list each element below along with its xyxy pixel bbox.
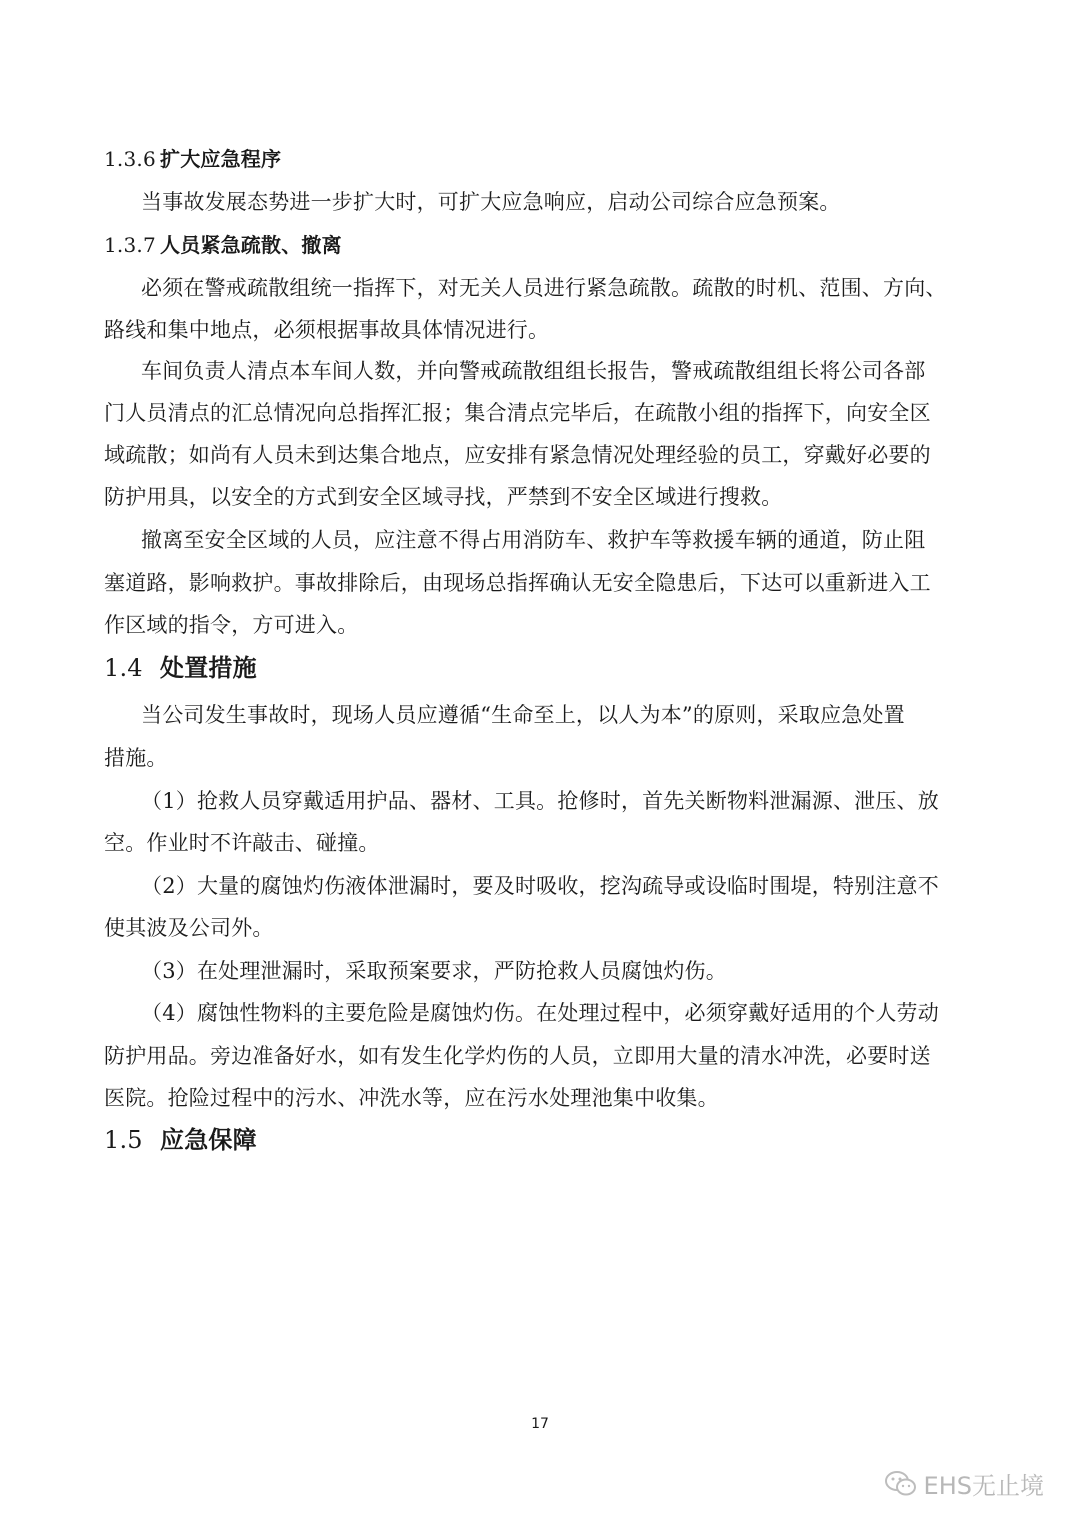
list-item-line: 防护用品。旁边准备好水，如有发生化学灼伤的人员，立即用大量的清水冲洗，必要时送: [104, 1044, 931, 1068]
paragraph-line: 域疏散；如尚有人员未到达集合地点，应安排有紧急情况处理经验的员工，穿戴好必要的: [104, 443, 931, 467]
paragraph-line: 必须在警戒疏散组统一指挥下，对无关人员进行紧急疏散。疏散的时机、范围、方向、: [141, 276, 947, 300]
list-item-line: （4）腐蚀性物料的主要危险是腐蚀灼伤。在处理过程中，必须穿戴好适用的个人劳动: [141, 1001, 939, 1025]
paragraph-line: 门人员清点的汇总情况向总指挥汇报；集合清点完毕后，在疏散小组的指挥下，向安全区: [104, 401, 931, 425]
paragraph-line: 措施。: [104, 746, 168, 770]
paragraph-line: 作区域的指令，方可进入。: [104, 613, 359, 637]
paragraph-line: 车间负责人清点本车间人数，并向警戒疏散组组长报告，警戒疏散组组长将公司各部: [141, 359, 926, 383]
paragraph-line: 防护用具，以安全的方式到安全区域寻找，严禁到不安全区域进行搜救。: [104, 485, 783, 509]
paragraph-line: 当事故发展态势进一步扩大时，可扩大应急响应，启动公司综合应急预案。: [141, 190, 841, 214]
wechat-icon: [884, 1470, 918, 1498]
heading-1-5: 1.5 应急保障: [104, 1125, 257, 1154]
heading-1-3-7: 1.3.7 人员紧急疏散、撤离: [104, 233, 342, 257]
page-number: 17: [531, 1416, 549, 1432]
paragraph-line: 当公司发生事故时，现场人员应遵循“生命至上，以人为本”的原则，采取应急处置: [141, 703, 905, 727]
heading-1-3-6: 1.3.6 扩大应急程序: [104, 147, 282, 171]
heading-1-4: 1.4 处置措施: [104, 653, 257, 682]
paragraph-line: 路线和集中地点，必须根据事故具体情况进行。: [104, 318, 550, 342]
list-item-line: （1）抢救人员穿戴适用护品、器材、工具。抢修时，首先关断物料泄漏源、泄压、放: [141, 789, 939, 813]
list-item-line: （3）在处理泄漏时，采取预案要求，严防抢救人员腐蚀灼伤。: [141, 959, 727, 983]
watermark-text: EHS无止境: [923, 1472, 1044, 1500]
watermark: [884, 1466, 1044, 1501]
list-item-line: 医院。抢险过程中的污水、冲洗水等，应在污水处理池集中收集。: [104, 1086, 719, 1110]
paragraph-line: 塞道路，影响救护。事故排除后，由现场总指挥确认无安全隐患后，下达可以重新进入工: [104, 571, 931, 595]
paragraph-line: 撤离至安全区域的人员，应注意不得占用消防车、救护车等救援车辆的通道，防止阻: [141, 528, 926, 552]
list-item-line: 使其波及公司外。: [104, 916, 274, 940]
list-item-line: （2）大量的腐蚀灼伤液体泄漏时，要及时吸收，挖沟疏导或设临时围堤，特别注意不: [141, 874, 939, 898]
list-item-line: 空。作业时不许敲击、碰撞。: [104, 831, 380, 855]
